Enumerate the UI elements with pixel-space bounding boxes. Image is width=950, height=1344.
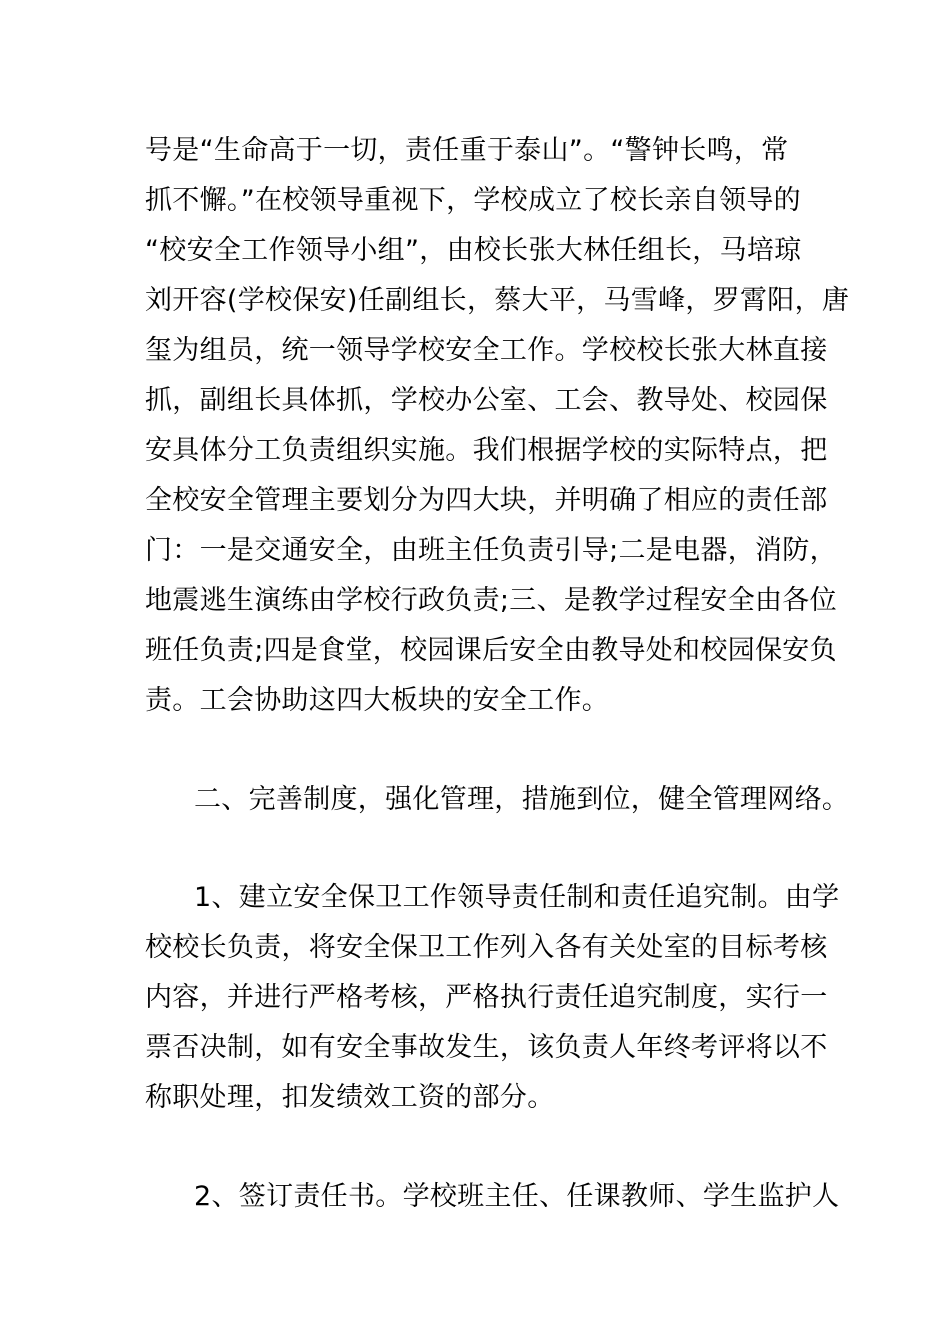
paragraph-1-line-5: 玺为组员，统一领导学校安全工作。学校校长张大林直接 xyxy=(145,335,828,366)
paragraph-1-line-12: 责。工会协助这四大板块的安全工作。 xyxy=(145,685,610,716)
paragraph-2-line-1: 1、建立安全保卫工作领导责任制和责任追究制。由学 xyxy=(194,882,840,913)
paragraph-2-line-2: 校校长负责，将安全保卫工作列入各有关处室的目标考核 xyxy=(145,932,828,963)
paragraph-1-line-1: 号是“生命高于一切，责任重于泰山”。“警钟长鸣，常 xyxy=(145,135,789,166)
paragraph-1-line-11: 班任负责;四是食堂，校园课后安全由教导处和校园保安负 xyxy=(145,635,837,666)
paragraph-1-line-6: 抓，副组长具体抓，学校办公室、工会、教导处、校园保 xyxy=(145,385,828,416)
paragraph-1-line-4: 刘开容(学校保安)任副组长，蔡大平，马雪峰，罗霄阳，唐 xyxy=(145,285,850,316)
paragraph-3-line-1: 2、签订责任书。学校班主任、任课教师、学生监护人 xyxy=(194,1181,840,1212)
paragraph-2-line-3: 内容，并进行严格考核，严格执行责任追究制度，实行一 xyxy=(145,982,828,1013)
paragraph-1-line-8: 全校安全管理主要划分为四大块，并明确了相应的责任部 xyxy=(145,485,828,516)
paragraph-2-line-5: 称职处理，扣发绩效工资的部分。 xyxy=(145,1082,555,1113)
paragraph-1-line-2: 抓不懈。”在校领导重视下，学校成立了校长亲自领导的 xyxy=(145,185,801,216)
paragraph-1-line-9: 门：一是交通安全，由班主任负责引导;二是电器，消防， xyxy=(145,535,837,566)
section-heading: 二、完善制度，强化管理，措施到位，健全管理网络。 xyxy=(194,784,850,815)
paragraph-1-line-10: 地震逃生演练由学校行政负责;三、是教学过程安全由各位 xyxy=(145,585,837,616)
paragraph-1-line-7: 安具体分工负责组织实施。我们根据学校的实际特点，把 xyxy=(145,435,828,466)
paragraph-1-line-3: “校安全工作领导小组”，由校长张大林任组长，马培琼 xyxy=(145,235,802,266)
paragraph-2-line-4: 票否决制，如有安全事故发生，该负责人年终考评将以不 xyxy=(145,1032,828,1063)
